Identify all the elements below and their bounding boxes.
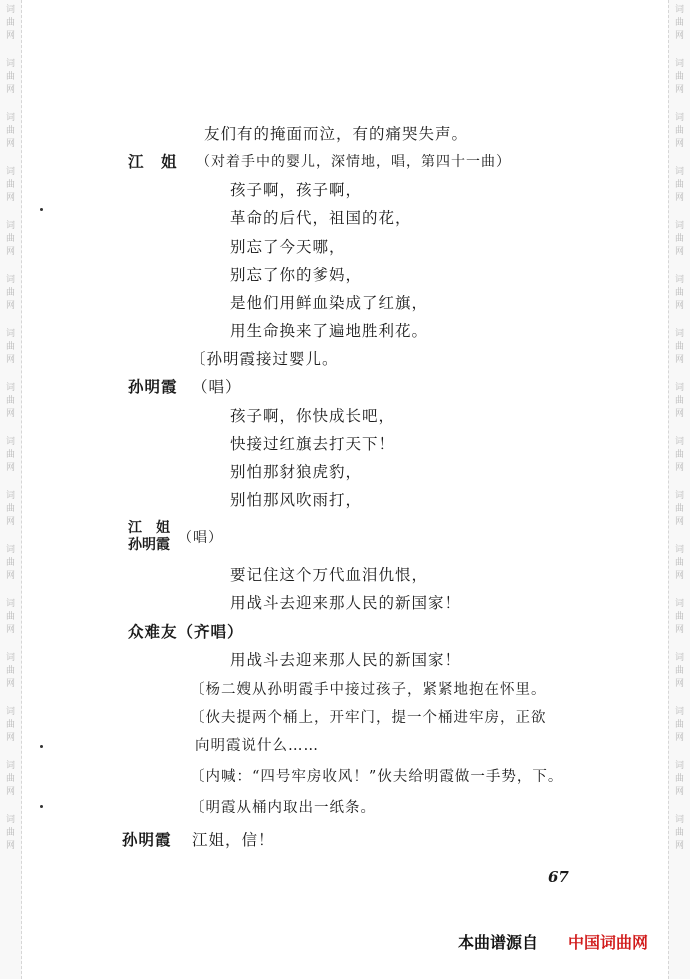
watermark-char: 曲 — [5, 774, 15, 784]
watermark-group — [675, 382, 684, 421]
watermark-char: 曲 — [674, 288, 684, 298]
watermark-char: 词 — [5, 5, 15, 15]
watermark-char: 词 — [5, 815, 15, 825]
watermark-char: 网 — [674, 571, 684, 581]
lyric-line: 要记住这个万代血泪仇恨， — [230, 566, 429, 584]
watermark-group — [6, 544, 15, 583]
watermark-char: 词 — [5, 59, 15, 69]
watermark-char: 词 — [5, 275, 15, 285]
watermark-char: 词 — [5, 545, 15, 555]
watermark-group — [6, 328, 15, 367]
watermark-group — [675, 328, 684, 367]
watermark-char: 曲 — [5, 18, 15, 28]
watermark-group — [675, 58, 684, 97]
speaker-chorus: 众难友（齐唱） — [128, 622, 244, 641]
watermark-group — [675, 706, 684, 745]
watermark-char: 网 — [5, 463, 15, 473]
stage-direction-line: 〔杨二嫂从孙明霞手中接过孩子，紧紧地抱在怀里。 — [190, 682, 547, 698]
watermark-char: 词 — [674, 329, 684, 339]
watermark-char: 网 — [5, 625, 15, 635]
watermark-char: 词 — [674, 815, 684, 825]
watermark-char: 网 — [674, 409, 684, 419]
watermark-group — [675, 760, 684, 799]
watermark-char: 曲 — [674, 504, 684, 514]
lyric-line: 别忘了你的爹妈， — [230, 266, 363, 284]
stage-direction-line: 向明霞说什么…… — [195, 738, 319, 754]
watermark-char: 词 — [674, 383, 684, 393]
watermark-group — [675, 544, 684, 583]
watermark-char: 词 — [5, 761, 15, 771]
watermark-char: 曲 — [5, 288, 15, 298]
watermark-char: 网 — [5, 409, 15, 419]
watermark-char: 曲 — [674, 180, 684, 190]
watermark-group — [675, 274, 684, 313]
stage-direction-line: 〔伙夫提两个桶上，开牢门，提一个桶进牢房，正欲 — [190, 710, 547, 726]
left-watermark-strip — [0, 0, 22, 979]
watermark-char: 网 — [5, 787, 15, 797]
watermark-char: 词 — [674, 437, 684, 447]
watermark-group — [675, 166, 684, 205]
watermark-char: 词 — [674, 275, 684, 285]
lyric-line: 别忘了今天哪， — [230, 238, 346, 256]
watermark-char: 网 — [674, 733, 684, 743]
speaker-jiang-jie: 江 姐 — [128, 152, 178, 171]
right-watermark-strip — [668, 0, 690, 979]
watermark-char: 词 — [674, 167, 684, 177]
watermark-char: 曲 — [674, 234, 684, 244]
watermark-char: 网 — [5, 517, 15, 527]
stage-direction-line: 〔孙明霞接过婴儿。 — [190, 350, 339, 368]
stage-direction-line: 友们有的掩面而泣，有的痛哭失声。 — [204, 125, 469, 143]
speaker-sun-mingxia: 孙明霞 — [128, 377, 178, 396]
watermark-char: 网 — [5, 733, 15, 743]
watermark-group — [6, 652, 15, 691]
watermark-char: 网 — [5, 247, 15, 257]
watermark-char: 曲 — [674, 666, 684, 676]
watermark-char: 网 — [674, 787, 684, 797]
watermark-group — [6, 814, 15, 853]
watermark-char: 网 — [5, 193, 15, 203]
watermark-char: 网 — [5, 841, 15, 851]
stage-direction-line: （唱） — [192, 378, 242, 396]
watermark-char: 网 — [5, 679, 15, 689]
watermark-char: 网 — [674, 247, 684, 257]
watermark-char: 曲 — [5, 342, 15, 352]
watermark-char: 曲 — [5, 666, 15, 676]
lyric-line: 别怕那豺狼虎豹， — [230, 463, 363, 481]
watermark-group — [6, 112, 15, 151]
footer-source-label: 本曲谱源自 — [458, 933, 539, 952]
speaker-jiang-jie: 江 姐 — [128, 520, 170, 536]
watermark-group — [6, 436, 15, 475]
watermark-char: 词 — [5, 329, 15, 339]
speaker-sun-mingxia: 孙明霞 — [128, 537, 170, 553]
lyric-line: 用战斗去迎来那人民的新国家！ — [230, 594, 462, 612]
watermark-char: 曲 — [5, 828, 15, 838]
watermark-char: 词 — [674, 5, 684, 15]
watermark-char: 词 — [674, 707, 684, 717]
lyric-line: 快接过红旗去打天下！ — [230, 435, 396, 453]
watermark-char: 曲 — [674, 396, 684, 406]
watermark-char: 词 — [674, 59, 684, 69]
watermark-char: 网 — [5, 301, 15, 311]
watermark-char: 曲 — [674, 18, 684, 28]
page-number: 67 — [548, 868, 569, 886]
lyric-line: 别怕那风吹雨打， — [230, 491, 363, 509]
watermark-char: 网 — [674, 625, 684, 635]
watermark-char: 曲 — [674, 342, 684, 352]
watermark-char: 词 — [5, 437, 15, 447]
watermark-char: 词 — [5, 653, 15, 663]
watermark-char: 词 — [674, 599, 684, 609]
watermark-group — [6, 58, 15, 97]
watermark-char: 网 — [5, 571, 15, 581]
watermark-char: 曲 — [5, 396, 15, 406]
watermark-char: 网 — [5, 85, 15, 95]
watermark-char: 曲 — [674, 126, 684, 136]
watermark-char: 词 — [674, 113, 684, 123]
watermark-char: 词 — [674, 653, 684, 663]
stage-direction-line: 〔内喊：“四号牢房收风！”伙夫给明霞做一手势，下。 — [190, 769, 564, 785]
watermark-char: 曲 — [5, 126, 15, 136]
lyric-line: 用生命换来了遍地胜利花。 — [230, 322, 429, 340]
stage-direction-line: （对着手中的婴儿，深情地，唱，第四十一曲） — [196, 154, 511, 170]
dialogue-line: 江姐，信！ — [192, 831, 275, 849]
watermark-char: 曲 — [5, 504, 15, 514]
speaker-sun-mingxia: 孙明霞 — [122, 830, 172, 849]
lyric-line: 是他们用鲜血染成了红旗， — [230, 294, 429, 312]
watermark-group — [6, 490, 15, 529]
watermark-char: 曲 — [674, 720, 684, 730]
watermark-char: 网 — [674, 85, 684, 95]
watermark-char: 曲 — [5, 720, 15, 730]
stage-direction-line: （唱） — [178, 530, 223, 546]
watermark-group — [675, 598, 684, 637]
watermark-char: 曲 — [5, 234, 15, 244]
lyric-line: 用战斗去迎来那人民的新国家！ — [230, 651, 462, 669]
watermark-group — [6, 166, 15, 205]
watermark-group — [675, 814, 684, 853]
watermark-char: 词 — [5, 167, 15, 177]
watermark-char: 词 — [5, 599, 15, 609]
watermark-group — [6, 382, 15, 421]
lyric-line: 孩子啊，孩子啊， — [230, 181, 363, 199]
watermark-char: 网 — [674, 841, 684, 851]
watermark-char: 曲 — [5, 450, 15, 460]
watermark-char: 词 — [5, 491, 15, 501]
watermark-group — [6, 274, 15, 313]
watermark-char: 网 — [674, 463, 684, 473]
watermark-group — [6, 706, 15, 745]
scan-speck — [40, 208, 43, 211]
watermark-char: 词 — [5, 707, 15, 717]
watermark-char: 曲 — [674, 450, 684, 460]
watermark-char: 网 — [5, 139, 15, 149]
watermark-group — [675, 652, 684, 691]
watermark-char: 网 — [5, 31, 15, 41]
watermark-char: 曲 — [5, 558, 15, 568]
watermark-group — [6, 598, 15, 637]
watermark-char: 曲 — [674, 774, 684, 784]
watermark-group — [675, 112, 684, 151]
footer-site-link[interactable]: 中国词曲网 — [568, 933, 649, 952]
watermark-char: 词 — [674, 545, 684, 555]
watermark-char: 网 — [674, 139, 684, 149]
watermark-char: 网 — [5, 355, 15, 365]
watermark-group — [675, 4, 684, 43]
scan-speck — [40, 745, 43, 748]
watermark-group — [675, 220, 684, 259]
scan-speck — [40, 805, 43, 808]
watermark-char: 网 — [674, 301, 684, 311]
lyric-line: 革命的后代，祖国的花， — [230, 209, 412, 227]
watermark-char: 网 — [674, 193, 684, 203]
stage-direction-line: 〔明霞从桶内取出一纸条。 — [190, 800, 376, 816]
watermark-char: 网 — [674, 355, 684, 365]
lyric-line: 孩子啊，你快成长吧， — [230, 407, 396, 425]
watermark-char: 曲 — [5, 180, 15, 190]
watermark-char: 曲 — [674, 828, 684, 838]
watermark-char: 曲 — [674, 558, 684, 568]
watermark-char: 曲 — [5, 72, 15, 82]
watermark-char: 曲 — [5, 612, 15, 622]
watermark-char: 词 — [674, 221, 684, 231]
watermark-char: 曲 — [674, 612, 684, 622]
watermark-char: 网 — [674, 679, 684, 689]
watermark-char: 网 — [674, 31, 684, 41]
watermark-group — [675, 436, 684, 475]
watermark-char: 词 — [5, 383, 15, 393]
watermark-char: 曲 — [674, 72, 684, 82]
watermark-char: 词 — [5, 221, 15, 231]
watermark-group — [6, 4, 15, 43]
watermark-char: 词 — [674, 491, 684, 501]
watermark-char: 词 — [5, 113, 15, 123]
watermark-char: 词 — [674, 761, 684, 771]
watermark-group — [6, 760, 15, 799]
watermark-char: 网 — [674, 517, 684, 527]
watermark-group — [675, 490, 684, 529]
watermark-group — [6, 220, 15, 259]
